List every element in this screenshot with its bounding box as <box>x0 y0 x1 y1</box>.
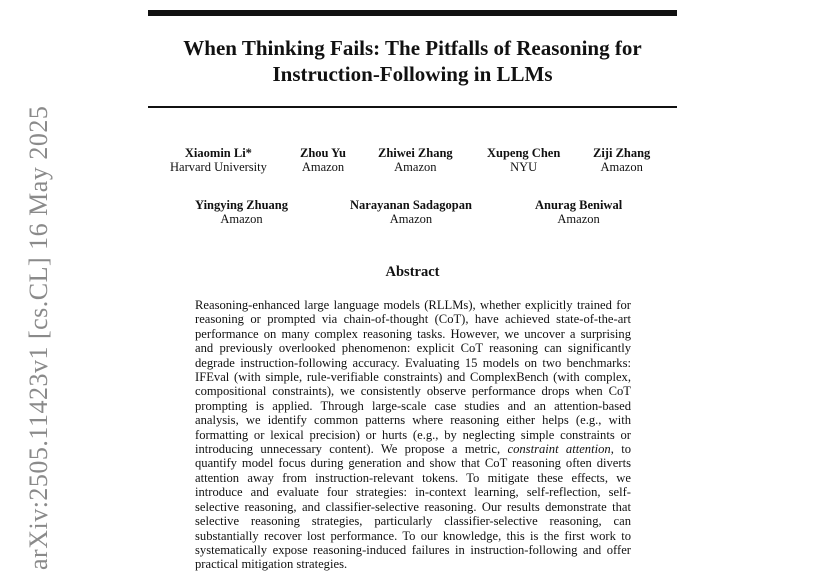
author-name: Zhiwei Zhang <box>378 146 453 160</box>
author-name: Ziji Zhang <box>593 146 651 160</box>
author-block <box>593 146 650 174</box>
abstract-text: , to quantify model focus during generation and show that CoT reasoning often diverts attention away from instruction-relevant tokens. To mitigate these effects, we introduce and evaluate four strategies: in-context learning, self-reflection, self-selective reasoning, and classifier-selective reasoning. Our results demonstrate that selective reasoning strategies, particularly classifier-selective reasoning, can substantially recover lost performance. To our knowledge, this is the first work to systematically expose reasoning-induced failures in instruction-following and offer practical mitigation strategies. <box>195 442 631 572</box>
author-affiliation: Amazon <box>220 212 263 226</box>
author-block <box>378 146 453 174</box>
author-affiliation: Amazon <box>600 160 643 174</box>
author-block <box>487 146 560 174</box>
author-name: Zhou Yu <box>300 146 346 160</box>
author-affiliation: Amazon <box>557 212 600 226</box>
paper-title <box>148 35 677 87</box>
author-block <box>350 198 472 226</box>
abstract-heading: Abstract <box>385 264 440 280</box>
title-bottom-rule <box>148 106 677 108</box>
author-affiliation: Amazon <box>301 160 345 174</box>
author-block <box>195 198 288 226</box>
author-block <box>300 146 346 174</box>
title-line-1: When Thinking Fails: The Pitfalls of Reasoning for <box>183 36 642 60</box>
title-top-rule <box>148 10 677 16</box>
title-line-2: Instruction-Following in LLMs <box>272 62 553 86</box>
author-affiliation: Harvard University <box>170 160 267 174</box>
author-block <box>170 146 267 174</box>
author-affiliation: Amazon <box>389 212 433 226</box>
author-name: Anurag Beniwal <box>535 198 623 212</box>
abstract-emphasis: constraint attention <box>507 442 611 457</box>
author-name: Yingying Zhuang <box>195 198 288 212</box>
author-affiliation: Amazon <box>394 160 437 174</box>
author-name: Xupeng Chen <box>487 146 561 160</box>
author-block <box>535 198 622 226</box>
abstract-text: Reasoning-enhanced large language models (RLLMs), whether explicitly trained for reasoning or prompted via chain-of-thought (CoT), have achieved state-of-the-art performance on many complex reasoning tasks. However, we uncover a surprising and previously overlooked phenomenon: explicit CoT reasoning can significantly degrade instruction-following accuracy. Evaluating 15 models on two benchmarks: IFEval (with simple, rule-verifiable constraints) and ComplexBench (with complex, compositional constraints), we consistently observe performance drops when CoT prompting is applied. Through large-scale case studies and an attention-based analysis, we identify common patterns where reasoning either helps (e.g., with formatting or lexical precision) or hurts (e.g., by neglecting simple constraints or introducing unnecessary content). We propose a metric, <box>195 298 631 457</box>
author-name: Narayanan Sadagopan <box>350 198 472 212</box>
abstract-body <box>195 298 631 572</box>
author-name: Xiaomin Li* <box>184 146 252 160</box>
author-affiliation: NYU <box>510 160 538 174</box>
arxiv-identifier: arXiv:2505.11423v1 [cs.CL] 16 May 2025 <box>24 105 53 570</box>
